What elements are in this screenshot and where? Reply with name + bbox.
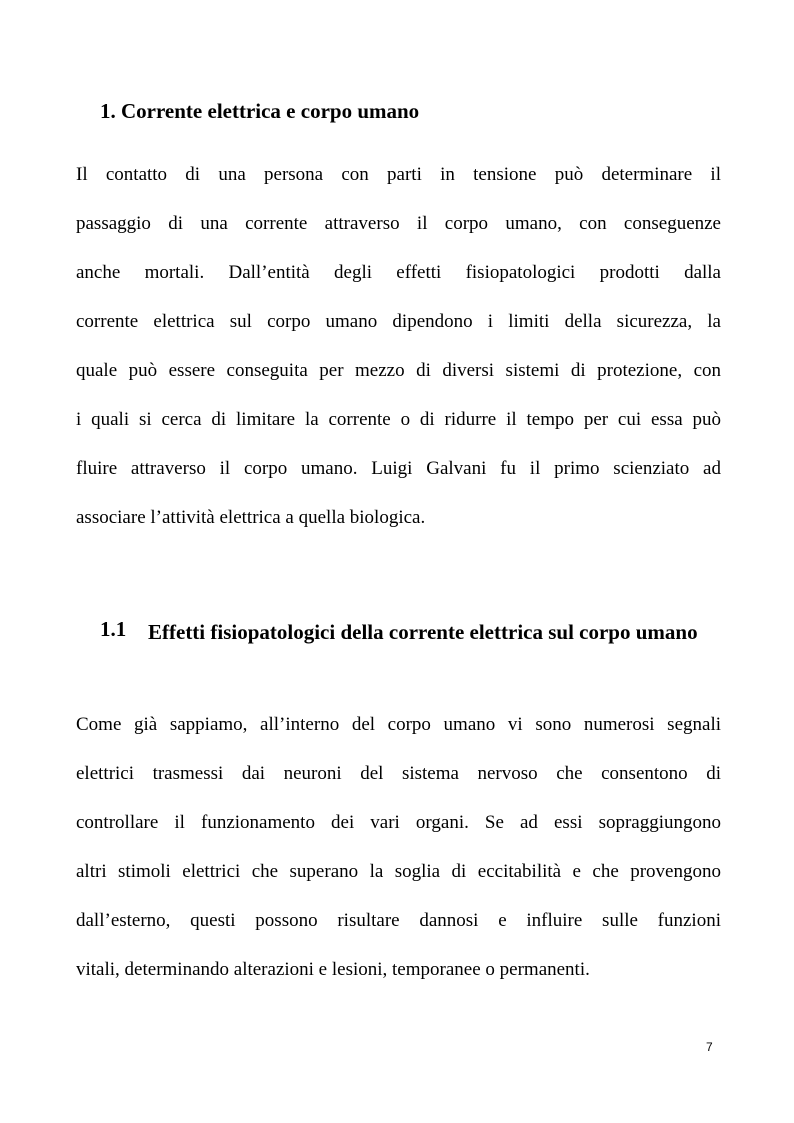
paragraph-line: Il contatto di una persona con parti in tensione può determinare il — [76, 164, 721, 185]
subsection-1-1-paragraph — [76, 700, 721, 994]
subsection-1-1-heading: Effetti fisiopatologici della corrente elettrica sul corpo umano — [148, 620, 698, 644]
paragraph-line: controllare il funzionamento dei vari organi. Se ad essi sopraggiungono — [76, 812, 721, 833]
paragraph-line: anche mortali. Dall’entità degli effetti fisiopatologici prodotti dalla — [76, 262, 721, 283]
page-number: 7 — [706, 1040, 713, 1054]
paragraph-line: fluire attraverso il corpo umano. Luigi Galvani fu il primo scienziato ad — [76, 458, 721, 479]
paragraph-line: associare l’attività elettrica a quella biologica. — [76, 507, 426, 528]
paragraph-line: altri stimoli elettrici che superano la soglia di eccitabilità e che provengono — [76, 861, 721, 882]
paragraph-line: quale può essere conseguita per mezzo di diversi sistemi di protezione, con — [76, 360, 721, 381]
paragraph-line: passaggio di una corrente attraverso il corpo umano, con conseguenze — [76, 213, 721, 234]
paragraph-line: vitali, determinando alterazioni e lesioni, temporanee o permanenti. — [76, 959, 590, 980]
paragraph-line: i quali si cerca di limitare la corrente o di ridurre il tempo per cui essa può — [76, 409, 721, 430]
subsection-1-1-number: 1.1 — [100, 617, 127, 641]
paragraph-line: dall’esterno, questi possono risultare dannosi e influire sulle funzioni — [76, 910, 721, 931]
paragraph-line: corrente elettrica sul corpo umano dipendono i limiti della sicurezza, la — [76, 311, 721, 332]
paragraph-line: Come già sappiamo, all’interno del corpo umano vi sono numerosi segnali — [76, 714, 721, 735]
section-1-heading: 1. Corrente elettrica e corpo umano — [100, 99, 420, 123]
paragraph-line: elettrici trasmessi dai neuroni del sistema nervoso che consentono di — [76, 763, 721, 784]
section-1-paragraph — [76, 150, 721, 542]
